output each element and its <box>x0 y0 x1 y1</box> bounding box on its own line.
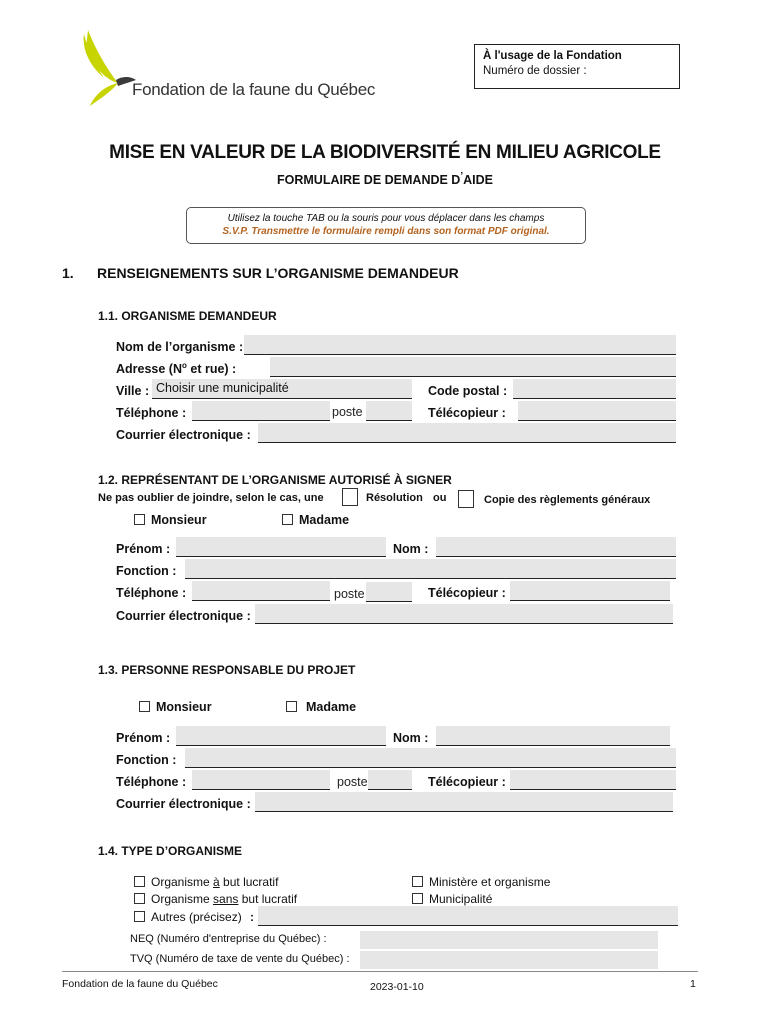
ville-selected-value: Choisir une municipalité <box>156 381 289 395</box>
opt1-a: Organisme <box>151 875 214 889</box>
s13-poste-label: poste <box>337 775 368 789</box>
butterfly-logo-icon <box>80 28 140 108</box>
ville-label: Ville : <box>116 384 150 398</box>
s13-poste-input[interactable] <box>368 770 412 789</box>
s12-telecopieur-input[interactable] <box>510 581 670 600</box>
s12-poste-label: poste <box>334 587 365 601</box>
code-postal-label: Code postal : <box>428 384 508 398</box>
section-1-2-title: 1.2. REPRÉSENTANT DE L’ORGANISME AUTORISÉ À SIGNER <box>98 473 452 487</box>
s13-monsieur-checkbox[interactable] <box>139 701 150 712</box>
s12-courriel-input[interactable] <box>255 604 673 623</box>
s13-madame-checkbox[interactable] <box>286 701 297 712</box>
s13-telecopieur-input[interactable] <box>510 770 676 789</box>
s13-nom-field[interactable] <box>436 726 670 746</box>
s12-nom-field[interactable] <box>436 537 676 557</box>
foundation-usage-box <box>474 44 680 89</box>
s12-telephone-field[interactable] <box>192 581 330 601</box>
opt2-a: Organisme <box>151 892 214 906</box>
s12-fonction-input[interactable] <box>185 559 676 578</box>
s13-madame-label: Madame <box>306 700 357 714</box>
municipalite-checkbox[interactable] <box>412 893 423 904</box>
s13-telephone-label: Téléphone : <box>116 775 187 789</box>
s12-telecopieur-label: Télécopieur : <box>428 586 506 600</box>
footer-page-number: 1 <box>690 978 696 990</box>
telecopieur-input[interactable] <box>518 401 676 420</box>
org-sans-but-lucratif-checkbox[interactable] <box>134 893 145 904</box>
org-logo-text: Fondation de la faune du Québec <box>132 80 376 99</box>
ville-select[interactable] <box>152 379 412 399</box>
s13-courriel-input[interactable] <box>255 792 673 811</box>
autres-input[interactable] <box>258 906 678 925</box>
s13-prenom-input[interactable] <box>176 726 386 745</box>
section-1-title: RENSEIGNEMENTS SUR L’ORGANISME DEMANDEUR <box>97 265 459 281</box>
s13-fonction-field[interactable] <box>185 748 676 768</box>
s13-nom-input[interactable] <box>436 726 670 745</box>
telephone-label: Téléphone : <box>116 406 187 420</box>
section-1-4-title: 1.4. TYPE D’ORGANISME <box>98 844 243 858</box>
telecopieur-field[interactable] <box>518 401 676 421</box>
notice-line-1: Utilisez la touche TAB ou la souris pour vous déplacer dans les champs <box>227 213 545 224</box>
s13-fonction-input[interactable] <box>185 748 676 767</box>
join-note: Ne pas oublier de joindre, selon le cas, une <box>98 492 324 504</box>
org-but-lucratif-label <box>151 875 278 889</box>
opt1-b: but lucratif <box>219 875 279 889</box>
adresse-input[interactable] <box>270 357 676 376</box>
code-postal-input[interactable] <box>513 379 676 398</box>
tvq-input[interactable] <box>360 951 658 969</box>
adresse-label-a: Adresse (N <box>116 362 182 377</box>
autres-label: Autres (précisez) <box>151 910 242 924</box>
s12-poste-input[interactable] <box>366 582 412 601</box>
code-postal-field[interactable] <box>513 379 676 399</box>
poste-field[interactable] <box>366 401 412 421</box>
s13-telephone-field[interactable] <box>192 770 330 790</box>
adresse-field[interactable] <box>270 357 676 377</box>
ou-label: ou <box>433 492 447 504</box>
copie-reglements-checkbox[interactable] <box>458 490 474 508</box>
autres-checkbox[interactable] <box>134 911 145 922</box>
adresse-label-sup: o <box>182 361 187 370</box>
s12-monsieur-label: Monsieur <box>151 513 207 527</box>
courriel-label: Courrier électronique : <box>116 428 251 442</box>
s12-prenom-input[interactable] <box>176 537 386 556</box>
s12-telephone-label: Téléphone : <box>116 586 187 600</box>
poste-label: poste <box>332 405 363 419</box>
organisme-name-label: Nom de l’organisme : <box>116 340 244 354</box>
s12-nom-input[interactable] <box>436 537 676 556</box>
autres-colon: : <box>250 910 254 924</box>
courriel-field[interactable] <box>258 423 676 443</box>
telephone-field[interactable] <box>192 401 330 421</box>
org-but-lucratif-checkbox[interactable] <box>134 876 145 887</box>
s13-nom-label: Nom : <box>393 731 429 745</box>
dossier-number-label: Numéro de dossier : <box>483 65 587 77</box>
courriel-input[interactable] <box>258 423 676 442</box>
s12-nom-label: Nom : <box>393 542 429 556</box>
opt1-u: à <box>213 875 220 889</box>
footer-org-name: Fondation de la faune du Québec <box>62 978 218 990</box>
page-subtitle <box>0 171 770 187</box>
s12-telephone-input[interactable] <box>192 581 330 600</box>
s12-courriel-label: Courrier électronique : <box>116 609 251 623</box>
s13-telecopieur-label: Télécopieur : <box>428 775 506 789</box>
neq-field[interactable] <box>360 931 658 949</box>
opt2-b: but lucratif <box>238 892 298 906</box>
ministere-checkbox[interactable] <box>412 876 423 887</box>
org-sans-but-lucratif-label <box>151 892 297 906</box>
s12-madame-checkbox[interactable] <box>282 514 293 525</box>
tvq-field[interactable] <box>360 951 658 969</box>
s12-prenom-field[interactable] <box>176 537 386 557</box>
section-1-1-title: 1.1. ORGANISME DEMANDEUR <box>98 309 277 323</box>
s12-fonction-field[interactable] <box>185 559 676 579</box>
s13-telephone-input[interactable] <box>192 770 330 789</box>
usage-box-title: À l'usage de la Fondation <box>483 50 622 62</box>
logo <box>80 28 376 108</box>
s12-prenom-label: Prénom : <box>116 542 171 556</box>
telephone-input[interactable] <box>192 401 330 420</box>
copie-reglements-label: Copie des règlements généraux <box>484 494 651 506</box>
resolution-label: Résolution <box>366 492 423 504</box>
section-1-3-title: 1.3. PERSONNE RESPONSABLE DU PROJET <box>98 663 356 677</box>
s12-fonction-label: Fonction : <box>116 564 177 578</box>
subtitle-end: AIDE <box>463 173 493 188</box>
s12-madame-label: Madame <box>299 513 350 527</box>
s13-prenom-field[interactable] <box>176 726 386 746</box>
s12-telecopieur-field[interactable] <box>510 581 670 601</box>
s12-poste-field[interactable] <box>366 582 412 602</box>
tvq-label: TVQ (Numéro de taxe de vente du Québec) : <box>130 953 350 965</box>
autres-field[interactable] <box>258 906 678 926</box>
adresse-label <box>116 361 236 376</box>
neq-label: NEQ (Numéro d'entreprise du Québec) : <box>130 933 327 945</box>
opt2-u: sans <box>213 892 239 906</box>
s13-prenom-label: Prénom : <box>116 731 171 745</box>
organisme-name-field[interactable] <box>244 335 676 355</box>
s13-courriel-label: Courrier électronique : <box>116 797 251 811</box>
s13-courriel-field[interactable] <box>255 792 673 812</box>
organisme-name-input[interactable] <box>244 335 676 354</box>
subtitle-main: FORMULAIRE DE DEMANDE D <box>277 173 461 188</box>
s12-monsieur-checkbox[interactable] <box>134 514 145 525</box>
poste-input[interactable] <box>366 401 412 420</box>
notice-line-2: S.V.P. Transmettre le formulaire rempli dans son format PDF original. <box>222 226 550 237</box>
section-1-number: 1. <box>62 265 74 281</box>
s12-courriel-field[interactable] <box>255 604 673 624</box>
ministere-label: Ministère et organisme <box>429 875 551 889</box>
subtitle-apostrophe: ’ <box>460 171 464 182</box>
neq-input[interactable] <box>360 931 658 949</box>
footer-divider <box>62 971 698 972</box>
s13-fonction-label: Fonction : <box>116 753 177 767</box>
notice-box <box>186 207 586 244</box>
footer-date: 2023-01-10 <box>370 981 424 993</box>
resolution-checkbox[interactable] <box>342 488 358 506</box>
municipalite-label: Municipalité <box>429 892 493 906</box>
s13-monsieur-label: Monsieur <box>156 700 212 714</box>
s13-poste-field[interactable] <box>368 770 412 790</box>
telecopieur-label: Télécopieur : <box>428 406 506 420</box>
adresse-label-b: et rue) : <box>186 362 237 377</box>
page-title: MISE EN VALEUR DE LA BIODIVERSITÉ EN MILIEU AGRICOLE <box>109 142 661 163</box>
s13-telecopieur-field[interactable] <box>510 770 676 790</box>
